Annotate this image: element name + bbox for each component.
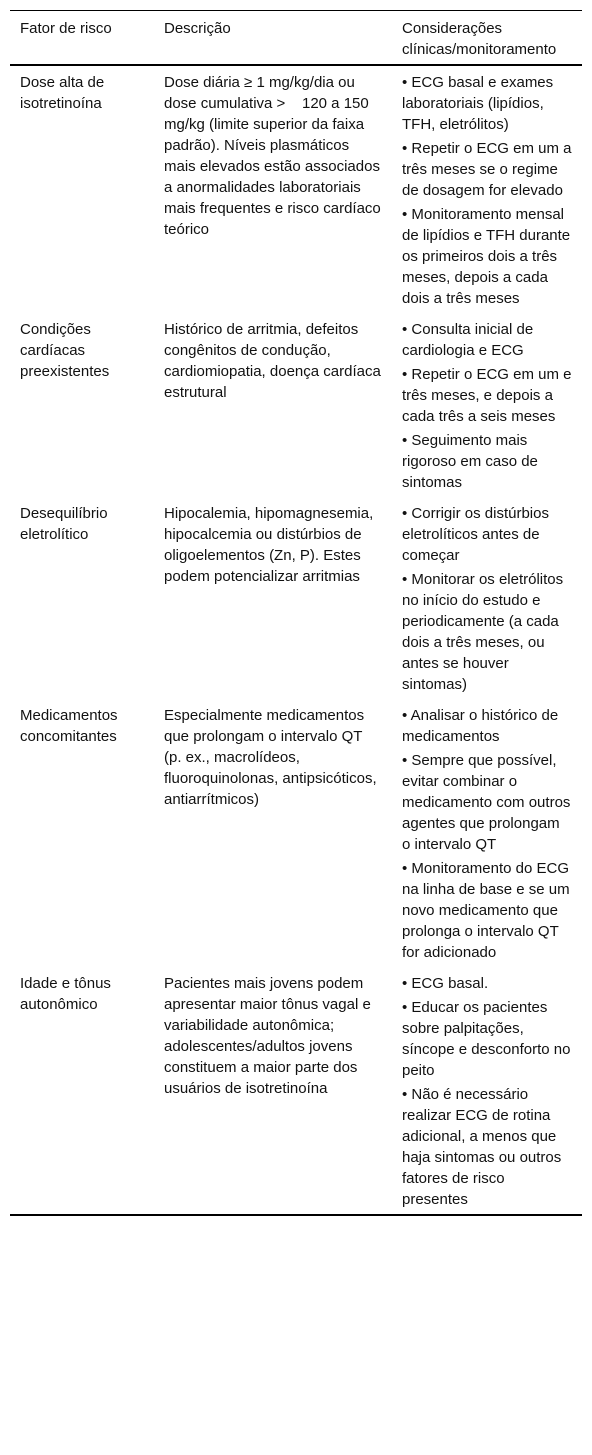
description-cell: Histórico de arritmia, defeitos congênitos de condução, cardiomiopatia, doença cardíaca estrutural (164, 321, 381, 401)
header-description: Descrição (164, 20, 231, 37)
consideration-item: • Monitorar os eletrólitos no início do estudo e periodicamente (a cada dois a três meses, ou antes se houver sintomas) (402, 571, 564, 693)
table-header (10, 11, 582, 66)
consideration-item: • Não é necessário realizar ECG de rotina adicional, a menos que haja sintomas ou outros fatores de risco presentes (402, 1086, 562, 1208)
consideration-item: • Monitoramento mensal de lipídios e TFH durante os primeiros dois a três meses, depois a cada dois a três meses (402, 206, 571, 307)
table-row (10, 313, 582, 497)
description-cell: Hipocalemia, hipomagnesemia, hipocalcemia ou distúrbios de oligoelementos (Zn, P). Estes podem potencializar arritmias (164, 505, 374, 585)
header-row (10, 11, 582, 66)
table-row (10, 65, 582, 313)
description-cell: Dose diária ≥ 1 mg/kg/dia ou dose cumulativa > 120 a 150 mg/kg (limite superior da faixa padrão). Níveis plasmáticos mais elevados estão associados a anormalidades laboratoriais mais frequentes e risco cardíaco teórico (164, 74, 381, 238)
risk-factor-table (10, 10, 582, 1216)
description-cell: Especialmente medicamentos que prolongam o intervalo QT (p. ex., macrolídeos, fluoroquinolonas, antipsicóticos, antiarrítmicos) (164, 707, 377, 808)
header-risk-factor: Fator de risco (20, 20, 112, 37)
considerations-cell (392, 65, 582, 313)
consideration-item: • Repetir o ECG em um a três meses se o regime de dosagem for elevado (402, 140, 572, 199)
consideration-item: • ECG basal. (402, 975, 489, 992)
consideration-item: • Seguimento mais rigoroso em caso de sintomas (402, 432, 538, 491)
risk-factor-table-container (10, 10, 582, 1216)
table-body (10, 65, 582, 1215)
considerations-cell (392, 497, 582, 699)
consideration-item: • Analisar o histórico de medicamentos (402, 707, 559, 745)
consideration-item: • Educar os pacientes sobre palpitações, síncope e desconforto no peito (402, 999, 571, 1079)
consideration-item: • Corrigir os distúrbios eletrolíticos antes de começar (402, 505, 549, 564)
risk-factor-cell: Dose alta de isotretinoína (20, 74, 105, 112)
risk-factor-cell: Medicamentos concomitantes (20, 707, 118, 745)
consideration-item: • Monitoramento do ECG na linha de base e se um novo medicamento que prolonga o intervalo QT for adicionado (402, 860, 570, 961)
risk-factor-cell: Idade e tônus autonômico (20, 975, 111, 1013)
consideration-item: • Consulta inicial de cardiologia e ECG (402, 321, 534, 359)
table-row (10, 497, 582, 699)
table-row (10, 699, 582, 967)
considerations-cell (392, 313, 582, 497)
description-cell: Pacientes mais jovens podem apresentar maior tônus vagal e variabilidade autonômica; adolescentes/adultos jovens constituem a maior parte dos usuários de isotretinoína (164, 975, 371, 1097)
risk-factor-cell: Condições cardíacas preexistentes (20, 321, 110, 380)
consideration-item: • Repetir o ECG em um e três meses, e depois a cada três a seis meses (402, 366, 572, 425)
header-clinical-considerations: Considerações clínicas/monitoramento (402, 20, 557, 58)
risk-factor-cell: Desequilíbrio eletrolítico (20, 505, 108, 543)
consideration-item: • Sempre que possível, evitar combinar o medicamento com outros agentes que prolongam o intervalo QT (402, 752, 571, 853)
considerations-cell (392, 967, 582, 1215)
consideration-item: • ECG basal e exames laboratoriais (lipídios, TFH, eletrólitos) (402, 74, 554, 133)
table-row (10, 967, 582, 1215)
considerations-cell (392, 699, 582, 967)
